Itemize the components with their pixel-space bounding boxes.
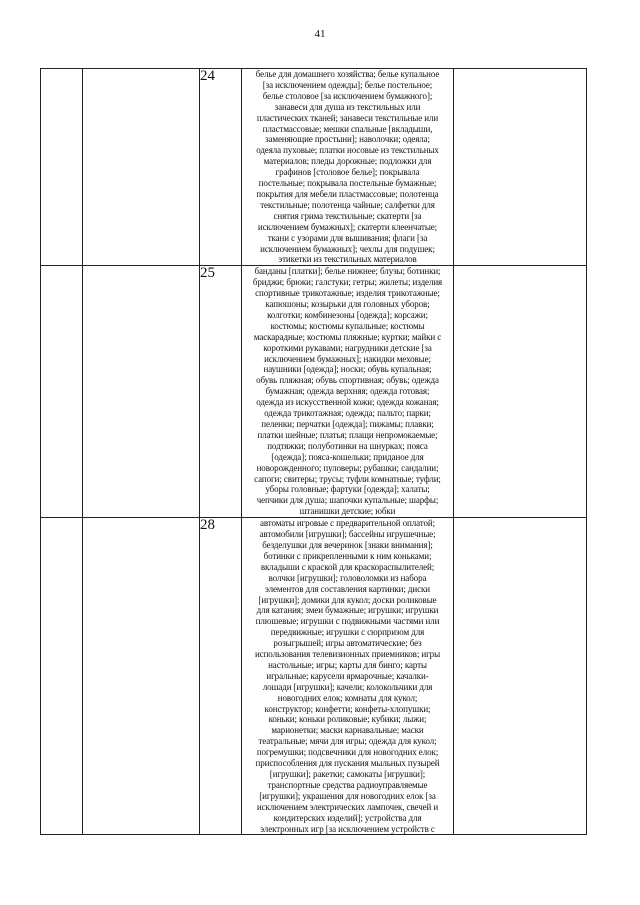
class-number: 28 xyxy=(200,517,215,534)
row-number-cell xyxy=(41,69,83,266)
class-number-cell xyxy=(200,69,242,266)
goods-list-text: белье для домашнего хозяйства; белье купальное [за исключением одежды]; белье постельное; белье столовое [за исключением бумажного]; занавеси для душа из текстильных или пластических тканей; занавеси текстильные или пластмассовые; мешки спальные [вкладыши, заменяющие простыни]; наволочки; одеяла; одеяла пуховые; платки носовые из текстильных материалов; пледы дорожные; подложки для графинов [столовое белье]; покрывала постельные; покрывала постельные бумажные; покрытия для мебели пластмассовые; полотенца текстильные; полотенца чайные; салфетки для снятия грима текстильные; скатерти [за исключением бумажных]; скатерти клеенчатые; ткани с узорами для вышивания; флаги [за исключением бумажных]; чехлы для подушек; этикетки из текстильных материалов xyxy=(255,69,440,265)
goods-list-cell xyxy=(242,266,454,518)
page-number: 41 xyxy=(314,28,326,40)
trademark-cell xyxy=(83,518,200,835)
row-number-cell xyxy=(41,518,83,835)
class-number: 25 xyxy=(200,265,215,282)
class-number-cell xyxy=(200,266,242,518)
notes-cell xyxy=(454,69,587,266)
goods-list-text: банданы [платки]; белье нижнее; блузы; ботинки; бриджи; брюки; галстуки; гетры; жилеты; изделия спортивные трикотажные; изделия трикотажные; капюшоны; козырьки для головных уборов; колготки; комбинезоны [одежда]; корсажи; костюмы; костюмы купальные; костюмы маскарадные; костюмы пляжные; куртки; майки с короткими рукавами; нагрудники детские [за исключением бумажных]; накидки меховые; наушники [одежда]; носки; обувь купальная; обувь пляжная; обувь спортивная; обувь; одежда бумажная; одежда верхняя; одежда готовая; одежда из искусственной кожи; одежда кожаная; одежда трикотажная; одежда; пальто; парки; пеленки; перчатки [одежда]; пижамы; плавки; платки шейные; платья; плащи непромокаемые; подтяжки; полуботинки на шнурках; пояса [одежда]; пояса-кошельки; приданое для новорожденного; пуловеры; рубашки; сандалии; сапоги; свитеры; трусы; туфли комнатные; туфли; уборы головные; фартуки [одежда]; халаты; чепчики для душа; шапочки купальные; шарфы; штанишки детские; юбки xyxy=(252,266,443,517)
table-row xyxy=(41,518,587,835)
goods-list-cell xyxy=(242,69,454,266)
trademark-cell xyxy=(83,266,200,518)
goods-list-text: автоматы игровые с предварительной оплатой; автомобили [игрушки]; бассейны игрушечные; безделушки для вечеринок [знаки внимания]; ботинки с прикрепленными к ним коньками; вкладыши с краской для краскораспылителей; волчки [игрушки]; головоломки из набора элементов для составления картинки; диски [игрушки]; домики для кукол; доски роликовые для катания; змеи бумажные; игрушки; игрушки плюшевые; игрушки с подвижными частями или передвижные; игрушки с сюрпризом для розыгрышей; игры автоматические; без использования телевизионных приемников; игры настольные; игры; карты для бинго; карты игральные; карусели ярмарочные; качалки- лошади [игрушки]; качели; колокольчики для новогодних елок; комнаты для кукол; конструктор; конфетти; конфеты-хлопушки; коньки; коньки роликовые; кубики; лыжи; марионетки; маски карнавальные; маски театральные; мячи для игры; одежда для кукол; погремушки; подсвечники для новогодних елок; приспособления для пускания мыльных пузырей [игрушки]; ракетки; самокаты [игрушки]; транспортные средства радиоуправляемые [игрушки]; украшения для новогодних елок [за исключением электрических лампочек, свечей и кондитерских изделий]; устройства для электронных игр [за исключением устройств с xyxy=(254,518,441,834)
notes-cell xyxy=(454,266,587,518)
row-number-cell xyxy=(41,266,83,518)
class-number: 24 xyxy=(200,68,215,84)
table-row xyxy=(41,69,587,266)
trademark-cell xyxy=(83,69,200,266)
notes-cell xyxy=(454,518,587,835)
class-number-cell xyxy=(200,518,242,835)
table-row xyxy=(41,266,587,518)
goods-list-cell xyxy=(242,518,454,835)
goods-classification-table xyxy=(40,68,587,835)
